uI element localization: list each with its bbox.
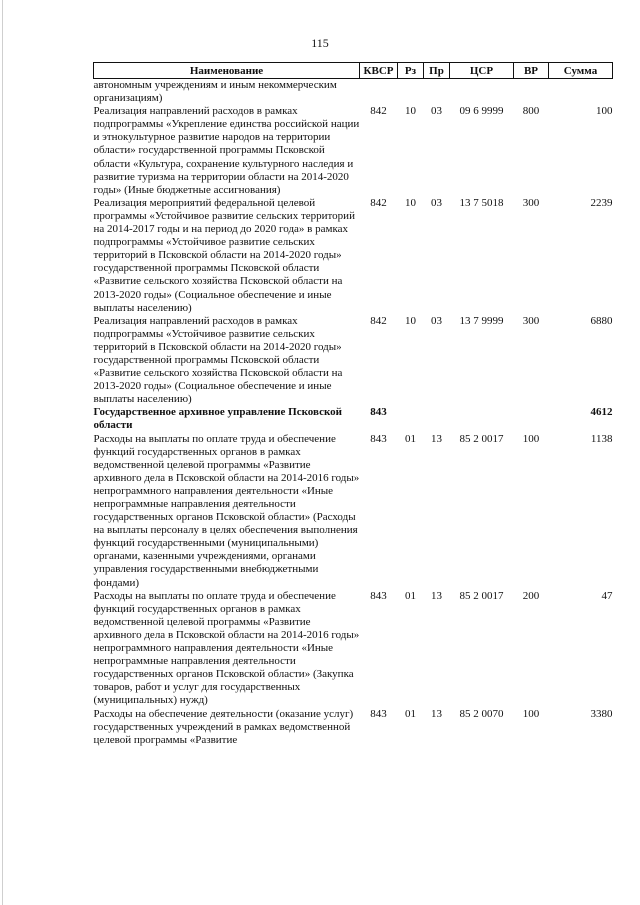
header-rz: Рз [398,63,424,79]
row-name: Реализация направлений расходов в рамках подпрограммы «Укрепление единства российской нации и этнокультурное развитие народов на территории области» государственной программы Псковской области «Культура, сохранение культурного наследия и развитие туризма на территории области на 2014-2020 годы» (Иные бюджетные ассигнования) [93,105,360,196]
row-rz: 10 [405,196,416,209]
row-pr: 13 [431,589,442,602]
row-vr: 300 [522,196,540,209]
row-name: Расходы на выплаты по оплате труда и обеспечение функций государственных органов в рамках ведомственной целевой программы «Развитие архивного дела в Псковской области на 2014-2016 годы» непрограммного направления деятельности «Иные непрограммные направления деятельности государственных органов Псковской области» (Закупка товаров, работ и услуг для государственных (муниципальных) нужд) [93,589,360,707]
table-row-section-heading [94,406,613,432]
table-row [94,79,613,106]
row-rz: 10 [405,105,416,118]
row-vr: 100 [522,432,540,445]
row-vr [514,79,549,106]
row-kvsr [360,79,398,106]
row-pr: 03 [431,105,442,118]
row-csr: 09 6 9999 [459,105,504,118]
header-pr: Пр [424,63,450,79]
row-vr: 800 [522,105,540,118]
budget-table [93,62,613,747]
page-number: 115 [311,36,329,50]
row-pr: 03 [431,196,442,209]
row-kvsr: 842 [370,314,387,327]
row-csr [450,406,514,432]
row-rz [398,79,424,106]
row-name: Расходы на обеспечение деятельности (оказание услуг) государственных учреждений в рамках ведомственной целевой программы «Развитие [93,707,354,746]
row-name: Государственное архивное управление Псковской области [93,406,342,432]
row-name: Реализация мероприятий федеральной целевой программы «Устойчивое развитие сельских территорий на 2014-2017 годы и на период до 2020 года» в рамках подпрограммы «Устойчивое развитие сельских территорий в Псковской области на 2014-2020 годы» государственной программы Псковской области «Развитие сельского хозяйства Псковской области на 2013-2020 годы» (Социальное обеспечение и иные выплаты населению) [93,196,355,314]
row-name: Реализация направлений расходов в рамках подпрограммы «Устойчивое развитие сельских территорий в Псковской области на 2014-2020 годы» государственной программы Псковской области «Развитие сельского хозяйства Псковской области на 2013-2020 годы» (Социальное обеспечение и иные выплаты населению) [93,314,343,406]
header-csr: ЦСР [450,63,514,79]
row-rz: 01 [405,707,416,720]
table-row [94,708,613,747]
row-sum: 4612 [590,406,613,419]
row-kvsr: 842 [370,105,387,118]
table-row [94,590,613,708]
row-rz [398,406,424,432]
row-kvsr: 843 [370,406,387,419]
row-vr: 300 [522,314,540,327]
table-row [94,433,613,590]
table-row [94,105,613,197]
header-kvsr: КВСР [360,63,398,79]
row-pr: 13 [431,432,442,445]
row-csr [450,79,514,106]
header-vr: ВР [514,63,549,79]
row-name: Расходы на выплаты по оплате труда и обеспечение функций государственных органов в рамках ведомственной целевой программы «Развитие архивного дела в Псковской области на 2014-2016 годы» непрограммного направления деятельности «Иные непрограммные направления деятельности государственных органов Псковской области» (Расходы на выплаты персоналу в целях обеспечения выполнения функций государственными (муниципальными) органами, казенными учреждениями, органами управления государственными внебюджетными фондами) [93,432,360,589]
header-name: Наименование [94,63,360,79]
row-rz: 01 [405,432,416,445]
row-pr: 03 [431,314,442,327]
table-header [94,63,613,79]
row-sum: 1138 [590,432,613,445]
row-sum: 3380 [590,707,613,720]
row-kvsr: 843 [370,432,387,445]
row-csr: 85 2 0017 [459,432,504,445]
row-vr: 200 [522,589,540,602]
row-sum: 6880 [590,314,613,327]
row-rz: 10 [405,314,416,327]
row-vr [514,406,549,432]
row-pr [424,406,450,432]
row-pr: 13 [431,707,442,720]
row-sum [549,79,613,106]
row-csr: 85 2 0070 [459,707,504,720]
row-sum: 100 [596,105,613,118]
row-name: автономным учреждениям и иным некоммерческим организациям) [93,79,337,105]
row-sum: 2239 [590,196,613,209]
row-kvsr: 843 [370,707,387,720]
row-csr: 85 2 0017 [459,589,504,602]
row-rz: 01 [405,589,416,602]
header-sum: Сумма [549,63,613,79]
table-row [94,197,613,315]
row-pr [424,79,450,106]
row-sum: 47 [601,589,613,602]
table-row [94,315,613,407]
row-kvsr: 842 [370,196,387,209]
row-kvsr: 843 [370,589,387,602]
row-csr: 13 7 9999 [459,314,504,327]
row-vr: 100 [522,707,540,720]
page-edge-line [2,0,3,905]
row-csr: 13 7 5018 [459,196,504,209]
table-body [94,79,613,747]
